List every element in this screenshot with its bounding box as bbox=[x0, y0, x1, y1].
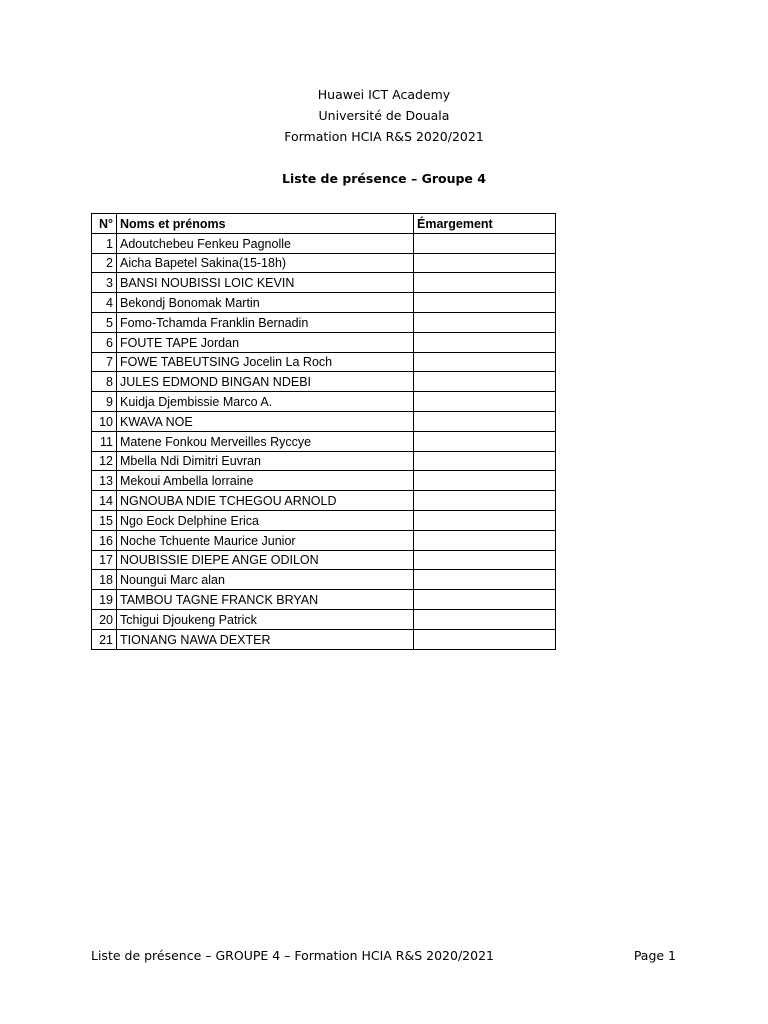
table-row bbox=[92, 510, 556, 530]
signature-cell bbox=[414, 510, 556, 530]
signature-cell bbox=[414, 253, 556, 273]
table-row bbox=[92, 273, 556, 293]
column-header-names: Noms et prénoms bbox=[117, 214, 414, 234]
document-title: Liste de présence – Groupe 4 bbox=[282, 171, 486, 186]
row-number-cell: 2 bbox=[92, 253, 117, 273]
table-row bbox=[92, 392, 556, 412]
signature-cell bbox=[414, 590, 556, 610]
row-number-cell: 5 bbox=[92, 312, 117, 332]
table-row bbox=[92, 372, 556, 392]
row-number-cell: 15 bbox=[92, 510, 117, 530]
table-row bbox=[92, 233, 556, 253]
student-name-cell: Kuidja Djembissie Marco A. bbox=[117, 392, 414, 412]
signature-cell bbox=[414, 530, 556, 550]
student-name-cell: TAMBOU TAGNE FRANCK BRYAN bbox=[117, 590, 414, 610]
document-header bbox=[0, 84, 768, 147]
header-formation: Formation HCIA R&S 2020/2021 bbox=[284, 129, 484, 144]
row-number-cell: 7 bbox=[92, 352, 117, 372]
table-row bbox=[92, 451, 556, 471]
column-header-number: N° bbox=[92, 214, 117, 234]
student-name-cell: TIONANG NAWA DEXTER bbox=[117, 629, 414, 649]
table-row bbox=[92, 411, 556, 431]
table-row bbox=[92, 253, 556, 273]
row-number-cell: 21 bbox=[92, 629, 117, 649]
signature-cell bbox=[414, 609, 556, 629]
signature-cell bbox=[414, 471, 556, 491]
table-row bbox=[92, 491, 556, 511]
signature-cell bbox=[414, 273, 556, 293]
student-name-cell: JULES EDMOND BINGAN NDEBI bbox=[117, 372, 414, 392]
attendance-table bbox=[91, 213, 556, 650]
row-number-cell: 3 bbox=[92, 273, 117, 293]
table-row bbox=[92, 629, 556, 649]
row-number-cell: 6 bbox=[92, 332, 117, 352]
signature-cell bbox=[414, 233, 556, 253]
row-number-cell: 20 bbox=[92, 609, 117, 629]
student-name-cell: Adoutchebeu Fenkeu Pagnolle bbox=[117, 233, 414, 253]
table-row bbox=[92, 471, 556, 491]
table-row bbox=[92, 293, 556, 313]
student-name-cell: Noungui Marc alan bbox=[117, 570, 414, 590]
student-name-cell: Mekoui Ambella lorraine bbox=[117, 471, 414, 491]
student-name-cell: Bekondj Bonomak Martin bbox=[117, 293, 414, 313]
table-row bbox=[92, 530, 556, 550]
signature-cell bbox=[414, 629, 556, 649]
student-name-cell: NOUBISSIE DIEPE ANGE ODILON bbox=[117, 550, 414, 570]
student-name-cell: FOWE TABEUTSING Jocelin La Roch bbox=[117, 352, 414, 372]
student-name-cell: NGNOUBA NDIE TCHEGOU ARNOLD bbox=[117, 491, 414, 511]
row-number-cell: 13 bbox=[92, 471, 117, 491]
header-university: Université de Douala bbox=[318, 108, 450, 123]
row-number-cell: 18 bbox=[92, 570, 117, 590]
signature-cell bbox=[414, 570, 556, 590]
row-number-cell: 11 bbox=[92, 431, 117, 451]
table-row bbox=[92, 590, 556, 610]
row-number-cell: 9 bbox=[92, 392, 117, 412]
footer-text: Liste de présence – GROUPE 4 – Formation HCIA R&S 2020/2021 bbox=[91, 948, 494, 963]
student-name-cell: KWAVA NOE bbox=[117, 411, 414, 431]
page-number: Page 1 bbox=[633, 948, 676, 963]
signature-cell bbox=[414, 352, 556, 372]
student-name-cell: Ngo Eock Delphine Erica bbox=[117, 510, 414, 530]
student-name-cell: Mbella Ndi Dimitri Euvran bbox=[117, 451, 414, 471]
row-number-cell: 17 bbox=[92, 550, 117, 570]
table-row bbox=[92, 332, 556, 352]
row-number-cell: 10 bbox=[92, 411, 117, 431]
signature-cell bbox=[414, 312, 556, 332]
signature-cell bbox=[414, 411, 556, 431]
student-name-cell: Tchigui Djoukeng Patrick bbox=[117, 609, 414, 629]
student-name-cell: Aicha Bapetel Sakina(15-18h) bbox=[117, 253, 414, 273]
table-row bbox=[92, 352, 556, 372]
table-row bbox=[92, 312, 556, 332]
student-name-cell: Fomo-Tchamda Franklin Bernadin bbox=[117, 312, 414, 332]
signature-cell bbox=[414, 451, 556, 471]
signature-cell bbox=[414, 372, 556, 392]
signature-cell bbox=[414, 550, 556, 570]
row-number-cell: 4 bbox=[92, 293, 117, 313]
signature-cell bbox=[414, 491, 556, 511]
row-number-cell: 12 bbox=[92, 451, 117, 471]
signature-cell bbox=[414, 332, 556, 352]
row-number-cell: 1 bbox=[92, 233, 117, 253]
row-number-cell: 14 bbox=[92, 491, 117, 511]
row-number-cell: 16 bbox=[92, 530, 117, 550]
student-name-cell: Noche Tchuente Maurice Junior bbox=[117, 530, 414, 550]
student-name-cell: Matene Fonkou Merveilles Ryccye bbox=[117, 431, 414, 451]
signature-cell bbox=[414, 431, 556, 451]
table-row bbox=[92, 570, 556, 590]
row-number-cell: 19 bbox=[92, 590, 117, 610]
row-number-cell: 8 bbox=[92, 372, 117, 392]
header-academy: Huawei ICT Academy bbox=[317, 87, 451, 102]
table-row bbox=[92, 550, 556, 570]
student-name-cell: BANSI NOUBISSI LOIC KEVIN bbox=[117, 273, 414, 293]
column-header-signature: Émargement bbox=[414, 214, 556, 234]
signature-cell bbox=[414, 392, 556, 412]
attendance-table-body bbox=[92, 233, 556, 649]
signature-cell bbox=[414, 293, 556, 313]
table-row bbox=[92, 431, 556, 451]
student-name-cell: FOUTE TAPE Jordan bbox=[117, 332, 414, 352]
table-row bbox=[92, 609, 556, 629]
table-header-row bbox=[92, 214, 556, 234]
